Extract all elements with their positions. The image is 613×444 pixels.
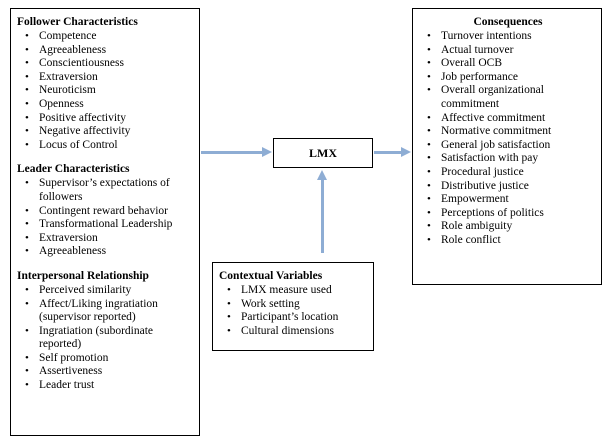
list-item: • LMX measure used	[219, 284, 369, 298]
arrowhead-icon	[262, 147, 272, 157]
list-item: • Transformational Leadership	[17, 218, 195, 232]
list-item: • Self promotion	[17, 352, 195, 366]
list-item: • Neuroticism	[17, 84, 195, 98]
list-item: • Ingratiation (subordinate reported)	[17, 325, 195, 352]
follower-characteristics-section	[17, 15, 195, 152]
consequences-list	[419, 30, 597, 248]
list-item: • Cultural dimensions	[219, 325, 369, 339]
contextual-variables-title: Contextual Variables	[219, 270, 323, 282]
list-item: • Supervisor’s expectations of followers	[17, 177, 195, 204]
interpersonal-relationship-section	[17, 269, 195, 393]
arrowhead-icon	[401, 147, 411, 157]
list-item: • Empowerment	[419, 193, 597, 207]
leader-characteristics-section	[17, 162, 195, 259]
list-item: • Affective commitment	[419, 112, 597, 126]
list-item: • Overall OCB	[419, 57, 597, 71]
list-item: • Distributive justice	[419, 180, 597, 194]
interpersonal-relationship-list	[17, 284, 195, 393]
list-item: • Role ambiguity	[419, 220, 597, 234]
follower-characteristics-list	[17, 30, 195, 152]
leader-characteristics-list	[17, 177, 195, 259]
arrowhead-icon	[317, 170, 327, 180]
leader-characteristics-title: Leader Characteristics	[17, 163, 130, 176]
interpersonal-relationship-title: Interpersonal Relationship	[17, 269, 149, 282]
list-item: • Extraversion	[17, 71, 195, 85]
arrow-lmx-to-consequences	[374, 151, 402, 154]
list-item: • Procedural justice	[419, 166, 597, 180]
consequences-box	[412, 8, 602, 285]
lmx-label: LMX	[309, 146, 337, 160]
list-item: • Positive affectivity	[17, 112, 195, 126]
list-item: • Turnover intentions	[419, 30, 597, 44]
list-item: • Negative affectivity	[17, 125, 195, 139]
list-item: • Overall organizational commitment	[419, 84, 597, 111]
list-item: • Participant’s location	[219, 311, 369, 325]
list-item: • Normative commitment	[419, 125, 597, 139]
list-item: • Conscientiousness	[17, 57, 195, 71]
list-item: • Work setting	[219, 298, 369, 312]
contextual-variables-box	[212, 262, 374, 351]
list-item: • Contingent reward behavior	[17, 205, 195, 219]
list-item: • Agreeableness	[17, 44, 195, 58]
consequences-title: Consequences	[473, 16, 543, 28]
list-item: • Openness	[17, 98, 195, 112]
list-item: • Role conflict	[419, 234, 597, 248]
list-item: • Leader trust	[17, 379, 195, 393]
list-item: • Perceptions of politics	[419, 207, 597, 221]
list-item: • General job satisfaction	[419, 139, 597, 153]
list-item: • Assertiveness	[17, 365, 195, 379]
list-item: • Perceived similarity	[17, 284, 195, 298]
list-item: • Affect/Liking ingratiation (supervisor reported)	[17, 298, 195, 325]
list-item: • Satisfaction with pay	[419, 152, 597, 166]
contextual-variables-list	[219, 284, 369, 338]
antecedents-box	[10, 8, 200, 436]
list-item: • Extraversion	[17, 232, 195, 246]
list-item: • Competence	[17, 30, 195, 44]
list-item: • Locus of Control	[17, 139, 195, 153]
list-item: • Actual turnover	[419, 44, 597, 58]
arrow-contextual-to-lmx	[321, 179, 324, 253]
lmx-box	[273, 138, 373, 168]
list-item: • Agreeableness	[17, 245, 195, 259]
list-item: • Job performance	[419, 71, 597, 85]
arrow-antecedents-to-lmx	[201, 151, 263, 154]
follower-characteristics-title: Follower Characteristics	[17, 16, 138, 28]
